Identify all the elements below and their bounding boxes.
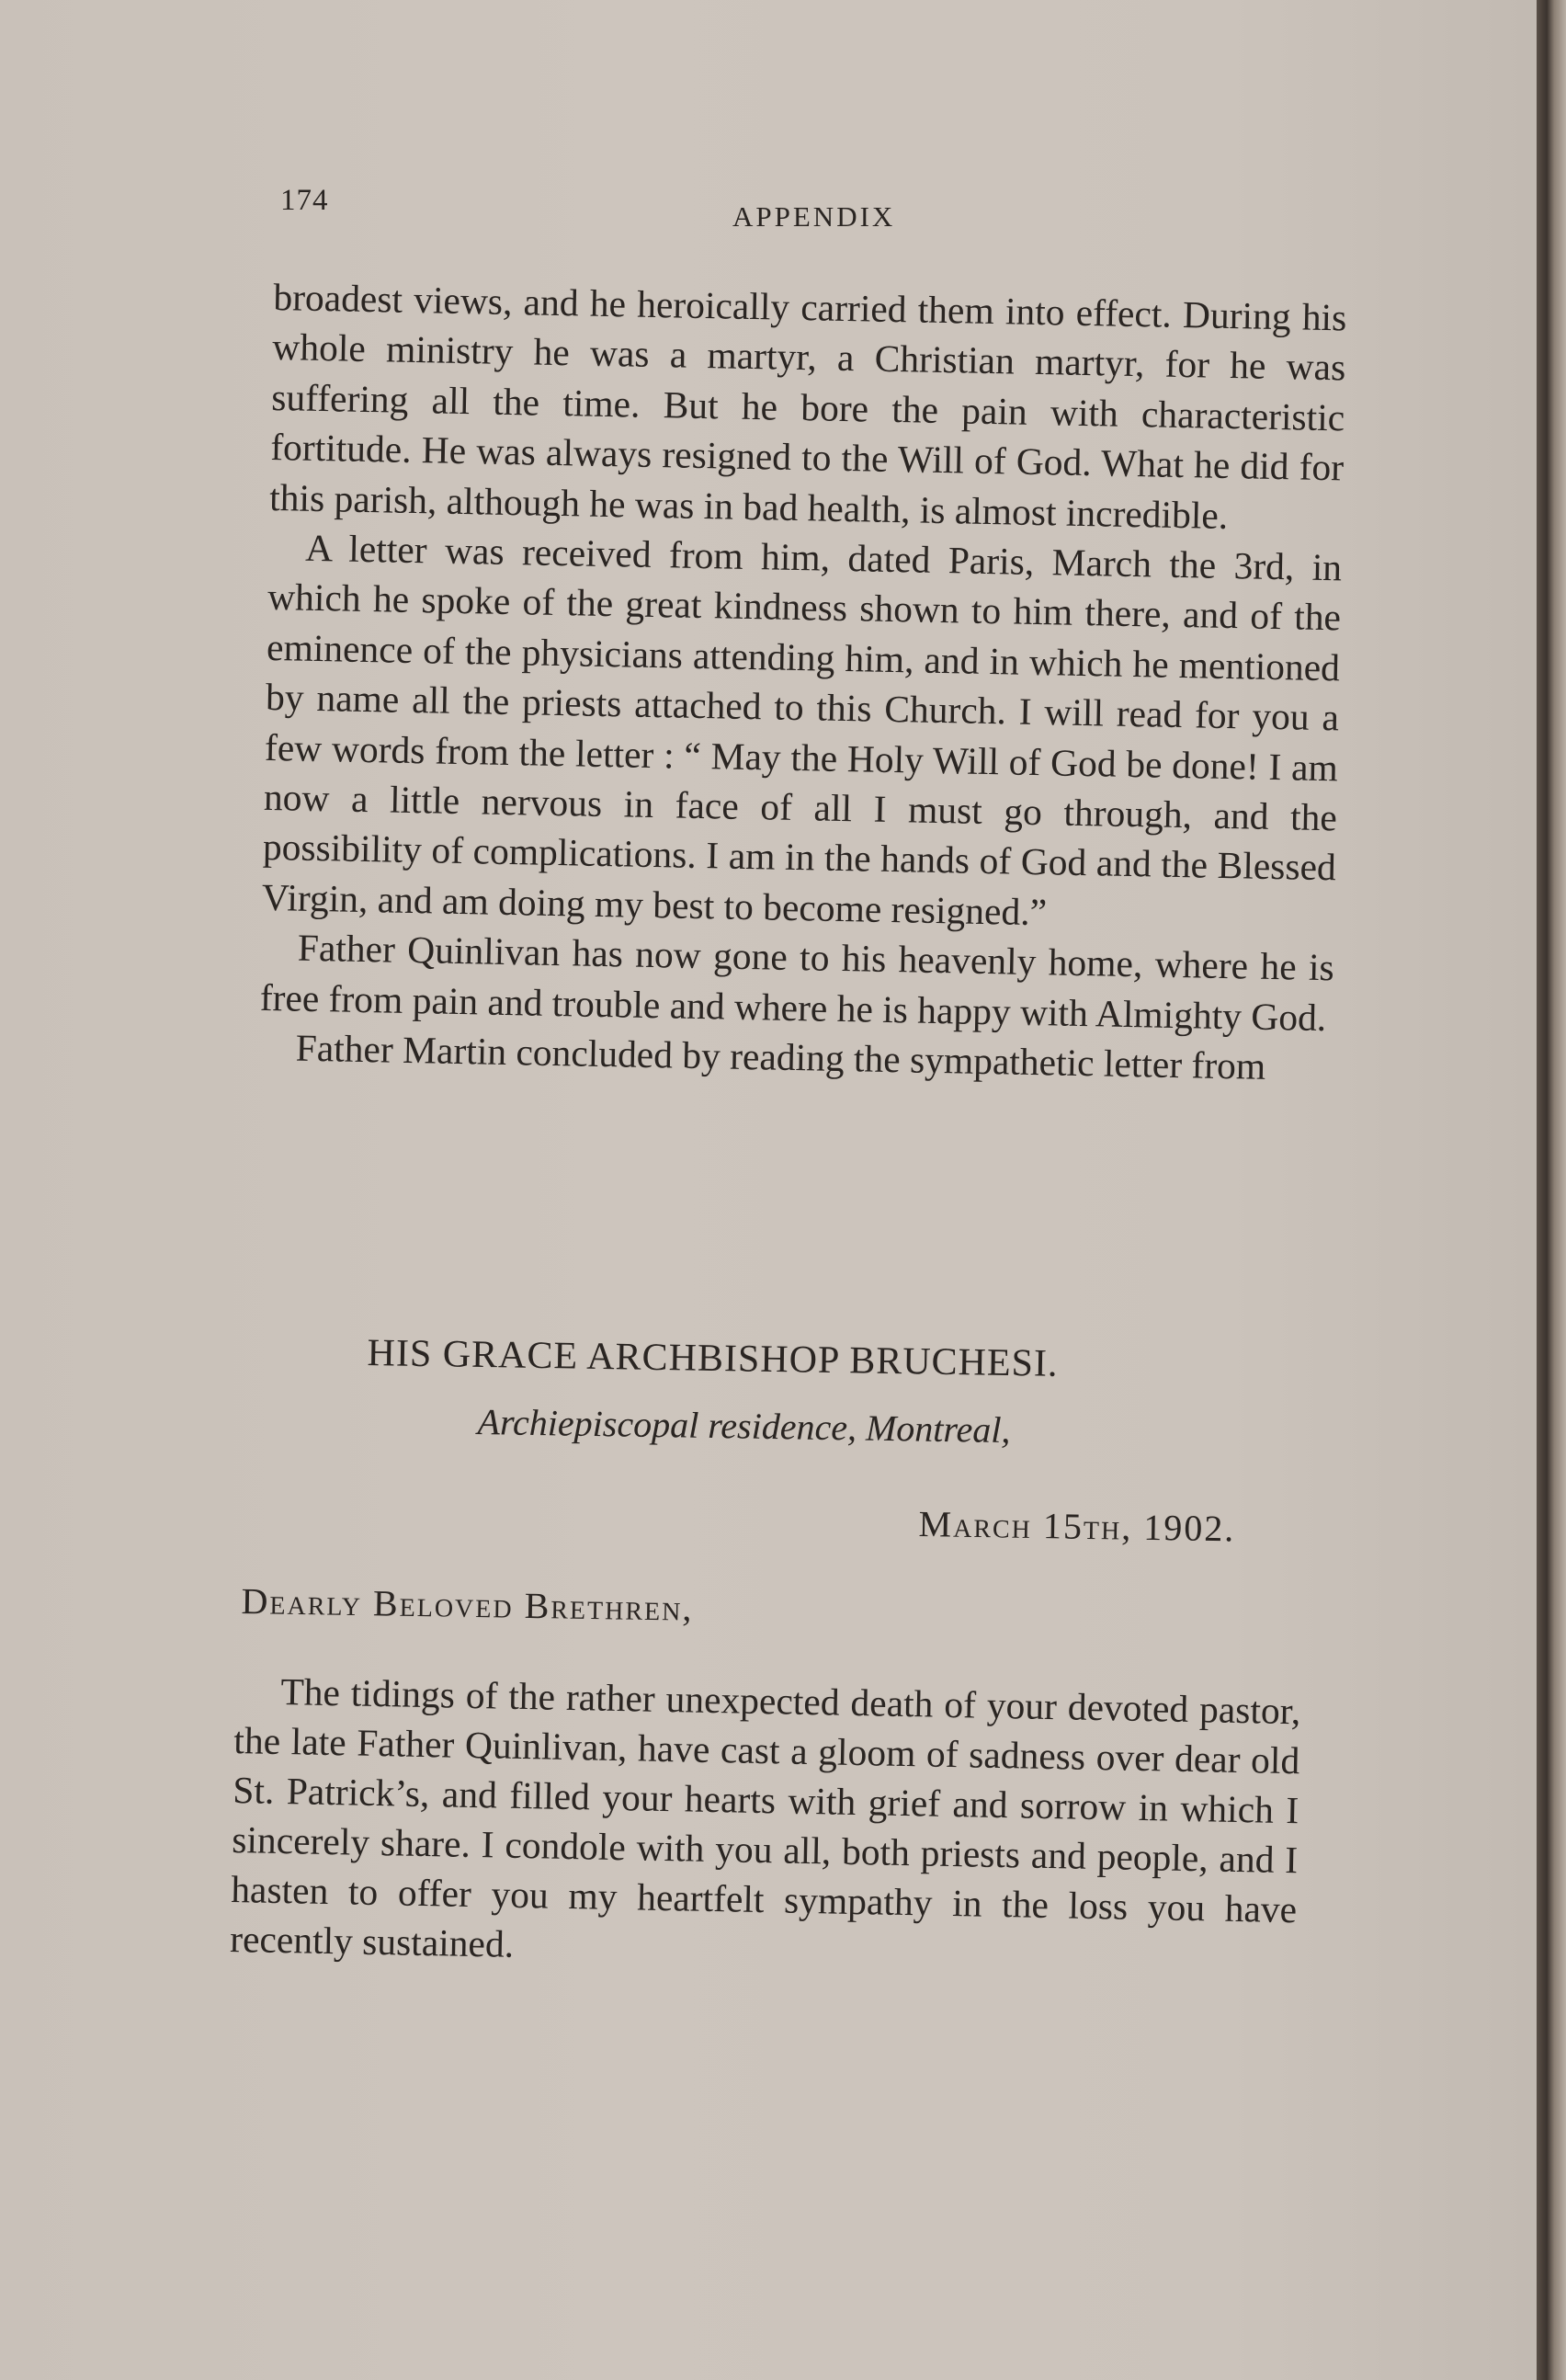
letter-salutation: Dearly Beloved Brethren, <box>241 1579 694 1629</box>
body-paragraph: Father Martin concluded by reading the sympathetic letter from <box>295 1026 1266 1088</box>
letter-date: March 15th, 1902. <box>918 1502 1236 1550</box>
body-paragraph: broadest views, and he heroically carried them into effect. During his whole ministry he was a martyr, a Christian martyr, for he was suffering all the time. But he bore the pain with characteristic fortitude. He was always resigned to the Will of God. What he did for this parish, although he was in bad health, is almost incredible. <box>268 275 1347 537</box>
page-number: 174 <box>280 184 329 217</box>
running-head: APPENDIX <box>732 200 896 233</box>
body-paragraph: Father Quinlivan has now gone to his heavenly home, where he is free from pain and trouble and where he is happy with Almighty God. <box>259 926 1335 1039</box>
body-text <box>258 272 1346 1093</box>
letter-heading: HIS GRACE ARCHBISHOP BRUCHESI. <box>367 1331 1059 1385</box>
letter-body <box>230 1666 1301 1984</box>
page-edge <box>1537 0 1566 2380</box>
letter-place: Archiepiscopal residence, Montreal, <box>477 1400 1011 1452</box>
body-paragraph: A letter was received from him, dated Paris, March the 3rd, in which he spoke of the great kindness shown to him there, and of the eminence of the physicians attending him, and in which he mentioned by name all the priests attached to this Church. I will read for you a few words from the letter : “ May the Holy Will of God be done! I am now a little nervous in face of all I must go through, and the possibility of complications. I am in the hands of God and the Blessed Virgin, and am doing my best to become resigned.” <box>261 526 1343 934</box>
letter-paragraph: The tidings of the rather unexpected death of your devoted pastor, the late Father Quinlivan, have cast a gloom of sadness over dear old St. Patrick’s, and filled your hearts with grief and sorrow in which I sincerely share. I condole with you all, both priests and people, and I hasten to offer you my heartfelt sympathy in the loss you have recently sustained. <box>229 1669 1301 1965</box>
